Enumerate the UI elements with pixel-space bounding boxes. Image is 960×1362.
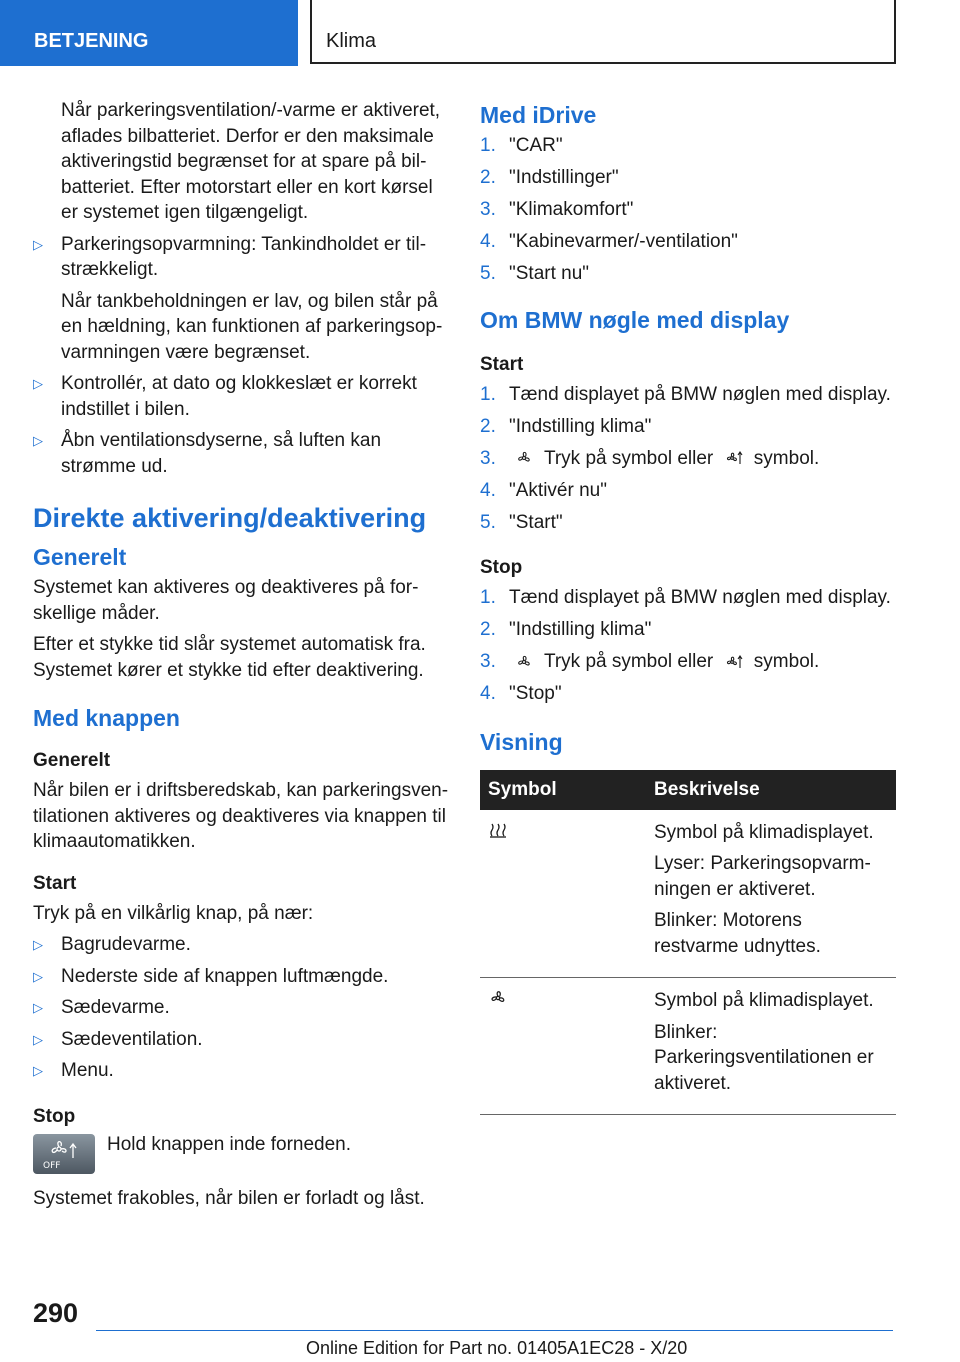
list-item: 4. "Kabinevarmer/-ventilation" [480,231,738,252]
subheading-start: Start [480,353,524,375]
key-start-steps [480,382,896,536]
triangle-bullet-icon: ▷ [33,376,43,391]
list-item: ▷ Parkeringsopvarmning: Tankindholdet er tilstrækkeligt. Når tankbeholdningen er lav, og bilen står på en hældning, kan funktionen af parkeringsopvarmningen være begrænset. [33,233,443,363]
list-item: ▷ Sædeventilation. [33,1027,453,1053]
footer-divider [96,1330,893,1331]
precondition-list [33,232,453,480]
list-item: ▷ Nederste side af knappen luftmængde. [33,964,453,990]
exception-list [33,932,453,1084]
heading-med-idrive: Med iDrive [480,102,597,128]
table-row: Symbol på klimadisplayet. Blinker: Parkeringsventilationen er aktiveret. [480,978,896,1115]
triangle-bullet-icon: ▷ [33,1000,43,1015]
list-item: 4. "Aktivér nu" [480,479,607,501]
list-item: 3. Tryk på symbol eller symbol. [480,447,820,469]
list-item: 5. "Start" [480,511,563,533]
heading-med-knappen: Med knappen [33,705,180,731]
heating-icon [488,820,508,840]
table-row: Symbol på klimadisplayet. Lyser: Parkeringsopvarmningen er aktiveret. Blinker: Motorens restvarme udnyttes. [480,810,896,978]
paragraph: Når bilen er i driftsberedskab, kan parkeringsventilationen aktiveres og deaktiveres via knappen til klimaautomatikken. [33,780,449,852]
list-item: 5. "Start nu" [480,263,590,284]
list-item: ▷ Menu. [33,1058,453,1084]
column-header: Beskrivelse [646,770,896,810]
symbol-table [480,770,896,1116]
fan-arrow-icon [725,449,743,467]
subheading-start: Start [33,872,77,894]
list-item: 4. "Stop" [480,683,562,704]
triangle-bullet-icon: ▷ [33,1063,43,1078]
edition-text: Online Edition for Part no. 01405A1EC28 - X/20 [306,1338,688,1358]
fan-icon [515,449,533,467]
left-column [33,98,453,1217]
fan-icon [488,988,508,1008]
list-item: ▷ Kontrollér, at dato og klokkeslæt er korrekt indstillet i bilen. [33,373,417,420]
paragraph: Systemet frakobles, når bilen er forladt og låst. [33,1187,425,1209]
page-header [0,0,960,66]
subheading-stop: Stop [480,557,523,578]
triangle-bullet-icon: ▷ [33,968,43,984]
list-item: 1. Tænd displayet på BMW nøglen med display. [480,587,891,608]
list-item: 3. "Klimakomfort" [480,199,634,220]
list-item: 3. Tryk på symbol eller symbol. [480,651,820,672]
triangle-bullet-icon: ▷ [33,937,43,952]
list-item: 1. Tænd displayet på BMW nøglen med display. [480,383,891,405]
list-item: 2. "Indstilling klima" [480,415,652,437]
heading-visning: Visning [480,728,563,755]
chapter-title: Klima [310,0,896,64]
triangle-bullet-icon: ▷ [33,1031,43,1047]
list-item: 1. "CAR" [480,135,563,156]
stop-instruction: Hold knappen inde forneden. [107,1133,352,1155]
paragraph: Efter et stykke tid slår systemet automatisk fra. Systemet kører et stykke tid efter deaktivering. [33,634,426,681]
subheading-stop: Stop [33,1105,76,1127]
triangle-bullet-icon: ▷ [33,236,43,252]
intro-paragraph: Når parkeringsventilation/-varme er aktiveret, aflades bilbatteriet. Derfor er den maksimale aktiveringstid begrænset for at spare på bilbatteriet. Efter motorstart eller en kort kørsel er systemet igen tilgængeligt. [61,100,441,223]
right-column [480,98,896,1115]
fan-icon [515,653,533,671]
key-stop-steps [480,585,896,707]
fan-off-button-icon: OFF [33,1134,95,1174]
heading-direkte: Direkte aktivering/deaktivering [33,503,427,533]
paragraph: Tryk på en vilkårlig knap, på nær: [33,902,314,924]
paragraph: Systemet kan aktiveres og deaktiveres på forskellige måder. [33,577,419,624]
triangle-bullet-icon: ▷ [33,433,43,448]
section-title: BETJENING [0,0,298,66]
list-item: 2. "Indstilling klima" [480,619,652,640]
list-item: ▷ Åbn ventilationsdyserne, så luften kan strømme ud. [33,430,382,477]
heading-bmw-nogle: Om BMW nøgle med display [480,306,790,333]
fan-arrow-icon [725,653,743,671]
column-header: Symbol [480,770,646,810]
list-item: ▷ Bagrudevarme. [33,932,453,958]
heading-generelt: Generelt [33,544,127,570]
list-item: ▷ Sædevarme. [33,995,453,1021]
page-number: 290 [33,1298,79,1328]
list-item: 2. "Indstillinger" [480,167,619,188]
subheading-generelt: Generelt [33,750,111,771]
idrive-steps [480,133,896,287]
